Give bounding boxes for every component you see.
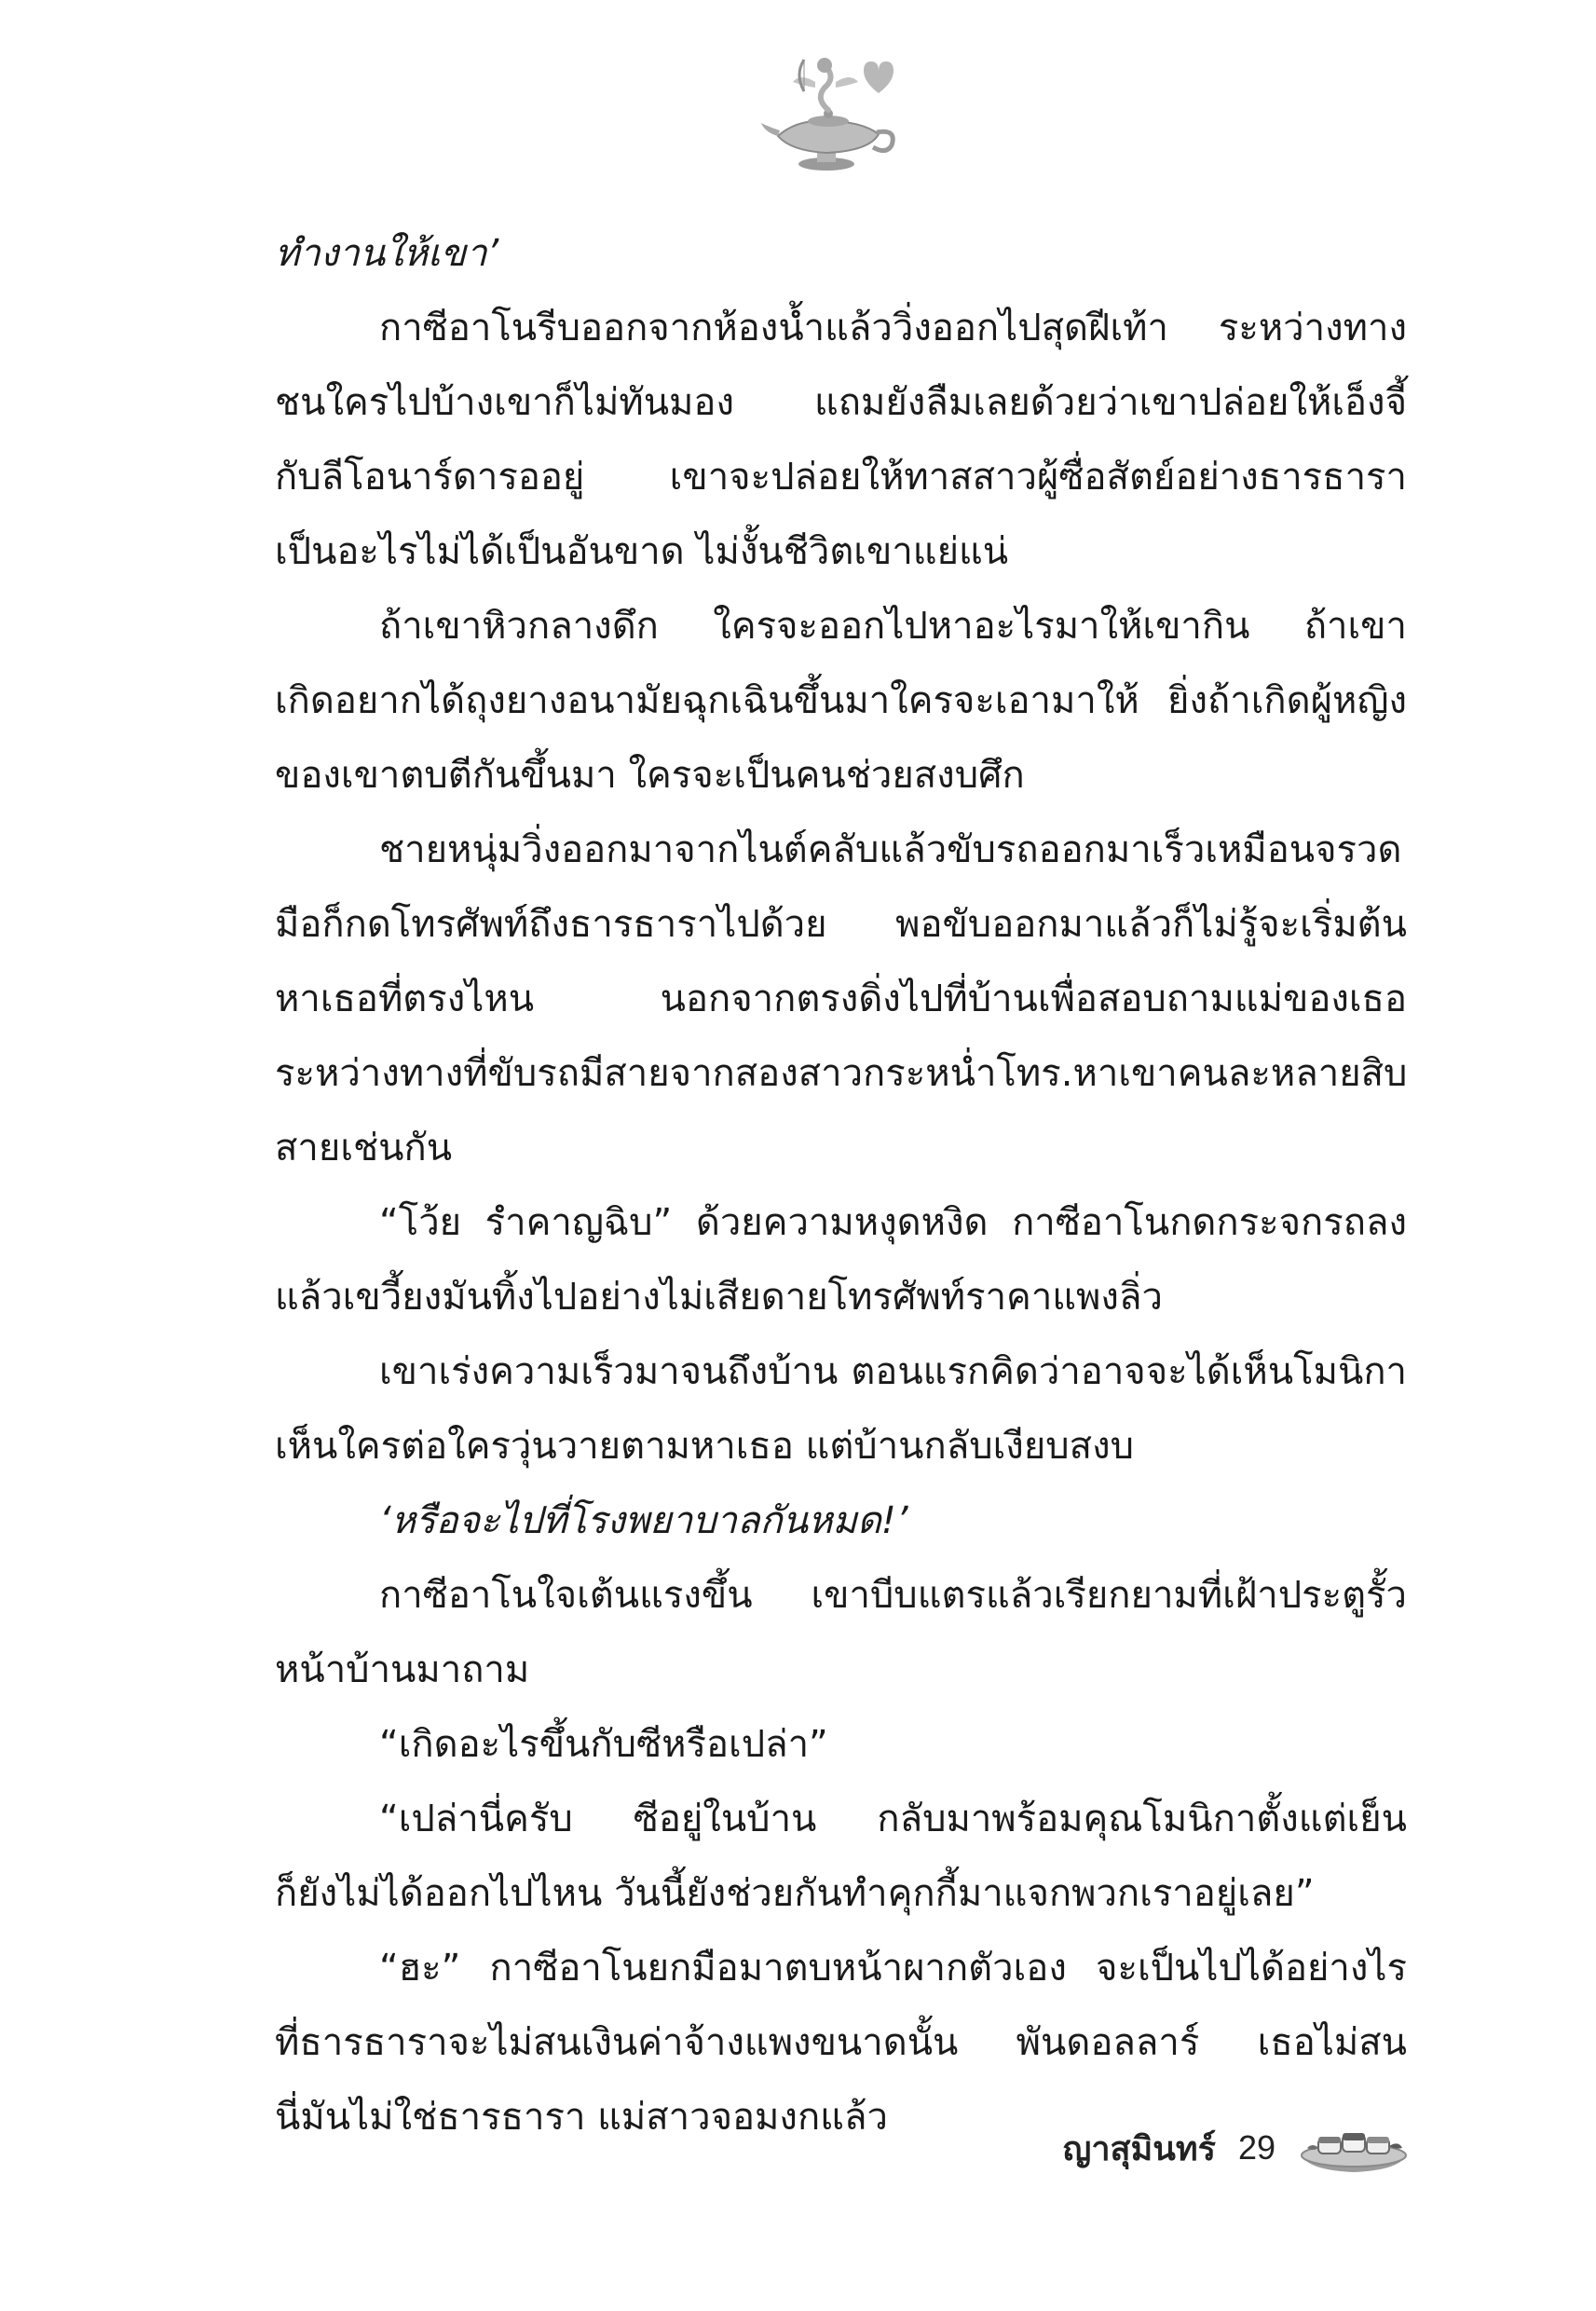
text-line: เป็นอะไรไม่ได้เป็นอันขาด ไม่งั้นชีวิตเขาแย่แน่ — [275, 530, 1009, 573]
text-line: ก็ยังไม่ได้ออกไปไหน วันนี้ยังช่วยกันทำคุกกี้มาแจกพวกเราอยู่เลย” — [275, 1872, 1315, 1915]
paragraph — [275, 291, 1407, 589]
page-number: 29 — [1237, 2128, 1275, 2167]
text-line: ระหว่างทางที่ขับรถมีสายจากสองสาวกระหน่ำโทร.หาเขาคนละหลายสิบ — [275, 1052, 1408, 1095]
text-line: ถ้าเขาหิวกลางดึก ใครจะออกไปหาอะไรมาให้เขากิน ถ้าเขา — [379, 605, 1407, 648]
paragraph — [275, 1782, 1407, 1931]
paragraph — [275, 589, 1407, 813]
text-line: เกิดอยากได้ถุงยางอนามัยฉุกเฉินขึ้นมาใครจะเอามาให้ ยิ่งถ้าเกิดผู้หญิง — [275, 679, 1407, 722]
text-line: แล้วเขวี้ยงมันทิ้งไปอย่างไม่เสียดายโทรศัพท์ราคาแพงลิ่ว — [275, 1276, 1163, 1319]
paragraph — [275, 216, 1407, 291]
text-line: “เกิดอะไรขึ้นกับซีหรือเปล่า” — [379, 1723, 828, 1766]
text-line: ของเขาตบตีกันขึ้นมา ใครจะเป็นคนช่วยสงบศึก — [275, 754, 1025, 797]
paragraph — [275, 1334, 1407, 1484]
text-line: ทำงานให้เขา’ — [275, 232, 499, 275]
paragraph — [275, 1484, 1407, 1558]
text-line: ที่ธารธาราจะไม่สนเงินค่าจ้างแพงขนาดนั้น พันดอลลาร์ เธอไม่สน — [275, 2021, 1407, 2064]
text-line: “โว้ย รำคาญฉิบ” ด้วยความหงุดหงิด กาซีอาโนกดกระจกรถลง — [379, 1201, 1407, 1244]
text-line: กับลีโอนาร์ดารออยู่ เขาจะปล่อยให้ทาสสาวผู้ซื่อสัตย์อย่างธารธารา — [275, 456, 1407, 499]
paragraph — [275, 1707, 1407, 1782]
paragraph — [275, 813, 1407, 1185]
text-line: “เปล่านี่ครับ ซีอยู่ในบ้าน กลับมาพร้อมคุณโมนิกาตั้งแต่เย็น — [379, 1798, 1407, 1840]
genie-lamp-icon — [759, 54, 899, 175]
text-line: เขาเร่งความเร็วมาจนถึงบ้าน ตอนแรกคิดว่าอาจจะได้เห็นโมนิกา — [379, 1350, 1407, 1393]
text-line: สายเช่นกัน — [275, 1127, 453, 1169]
paragraph — [275, 1558, 1407, 1707]
text-line: ‘หรือจะไปที่โรงพยาบาลกันหมด!’ — [379, 1499, 908, 1542]
text-line: มือก็กดโทรศัพท์ถึงธารธาราไปด้วย พอขับออกมาแล้วก็ไม่รู้จะเริ่มต้น — [275, 903, 1407, 946]
text-line: หน้าบ้านมาถาม — [275, 1648, 530, 1691]
author-name: ญาสุมินทร์ — [1062, 2129, 1216, 2168]
body-text — [275, 216, 1407, 2154]
text-line: เห็นใครต่อใครวุ่นวายตามหาเธอ แต่บ้านกลับเงียบสงบ — [275, 1425, 1134, 1468]
text-line: “ฮะ” กาซีอาโนยกมือมาตบหน้าผากตัวเอง จะเป็นไปได้อย่างไร — [379, 1947, 1407, 1990]
text-line: ชนใครไปบ้างเขาก็ไม่ทันมอง แถมยังลืมเลยด้วยว่าเขาปล่อยให้เอ็งจี้ — [275, 381, 1407, 424]
page-footer — [1063, 2115, 1410, 2181]
text-line: กาซีอาโนใจเต้นแรงขึ้น เขาบีบแตรแล้วเรียกยามที่เฝ้าประตูรั้ว — [379, 1574, 1407, 1617]
text-line: นี่มันไม่ใช่ธารธารา แม่สาวจอมงกแล้ว — [275, 2096, 888, 2139]
text-line: กาซีอาโนรีบออกจากห้องน้ำแล้ววิ่งออกไปสุดฝีเท้า ระหว่างทาง — [379, 307, 1407, 349]
paragraph — [275, 1185, 1407, 1334]
text-line: หาเธอที่ตรงไหน นอกจากตรงดิ่งไปที่บ้านเพื่อสอบถามแม่ของเธอ — [275, 978, 1407, 1020]
text-line: ชายหนุ่มวิ่งออกมาจากไนต์คลับแล้วขับรถออกมาเร็วเหมือนจรวด — [379, 828, 1402, 871]
sushi-plate-icon — [1298, 2118, 1410, 2178]
